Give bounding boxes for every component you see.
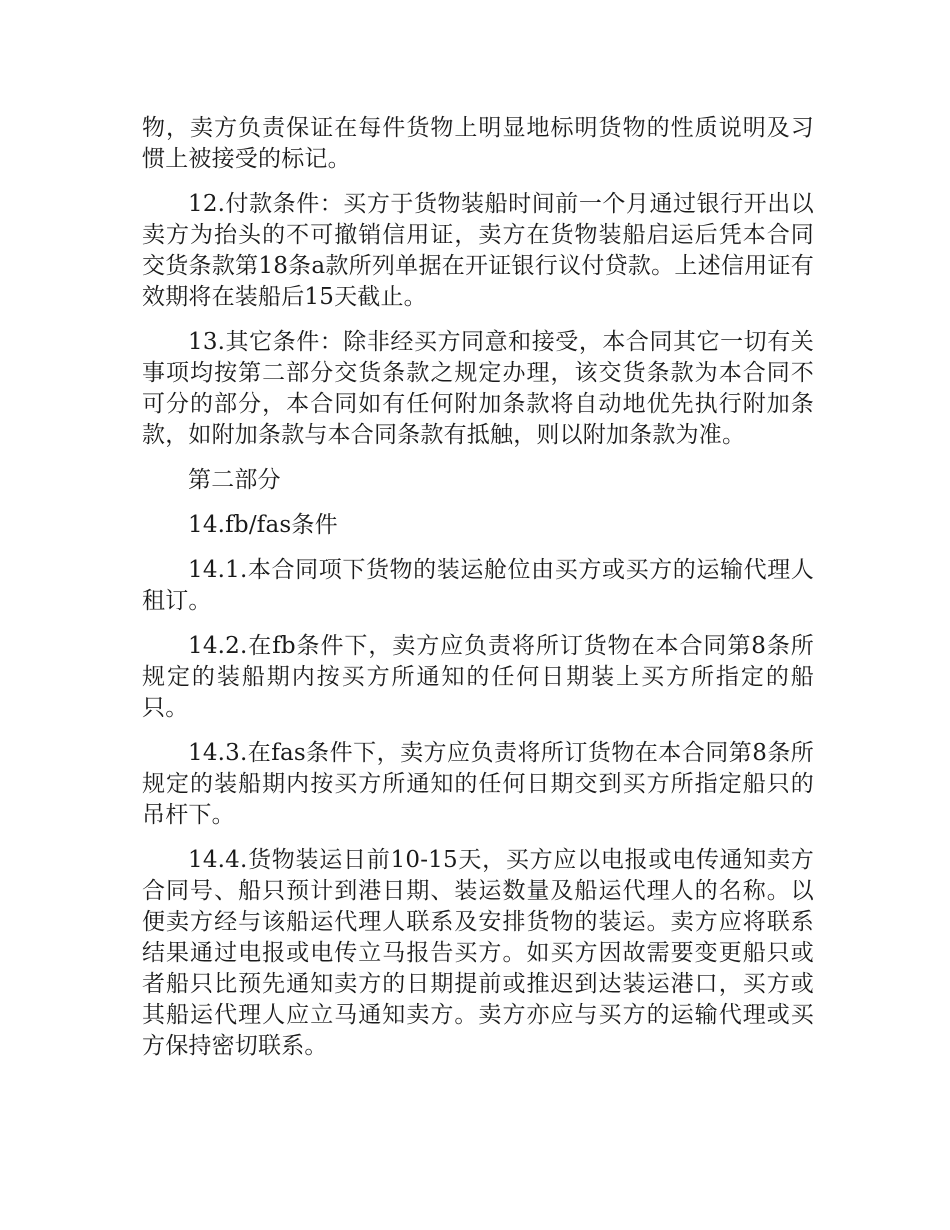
paragraph-clause-12-payment-terms: 12.付款条件：买方于货物装船时间前一个月通过银行开出以卖方为抬头的不可撤销信用证，卖方在货物装船启运后凭本合同交货条款第18条a款所列单据在开证银行议付贷款。上述信用证有效期将在装船后15天截止。 (142, 191, 814, 310)
paragraph-continuation: 物，卖方负责保证在每件货物上明显地标明货物的性质说明及习惯上被接受的标记。 (142, 115, 814, 172)
paragraph-clause-13-other-terms: 13.其它条件：除非经买方同意和接受，本合同其它一切有关事项均按第二部分交货条款之规定办理，该交货条款为本合同不可分的部分，本合同如有任何附加条款将自动地优先执行附加条款，如附加条款与本合同条款有抵触，则以附加条款为准。 (142, 329, 814, 448)
section-heading-part-two: 第二部分 (188, 467, 281, 493)
clause-heading-14: 14.fb/fas条件 (188, 512, 338, 538)
paragraph-clause-14-1: 14.1.本合同项下货物的装运舱位由买方或买方的运输代理人租订。 (142, 557, 814, 614)
paragraph-clause-14-3: 14.3.在fas条件下，卖方应负责将所订货物在本合同第8条所规定的装船期内按买方所通知的任何日期交到买方所指定船只的吊杆下。 (142, 740, 814, 828)
document-page (142, 113, 814, 1076)
paragraph-clause-14-2: 14.2.在fb条件下，卖方应负责将所订货物在本合同第8条所规定的装船期内按买方所通知的任何日期装上买方所指定的船只。 (142, 633, 814, 721)
paragraph-clause-14-4: 14.4.货物装运日前10-15天，买方应以电报或电传通知卖方合同号、船只预计到港日期、装运数量及船运代理人的名称。以便卖方经与该船运代理人联系及安排货物的装运。卖方应将联系结果通过电报或电传立马报告买方。如买方因故需要变更船只或者船只比预先通知卖方的日期提前或推迟到达装运港口，买方或其船运代理人应立马通知卖方。卖方亦应与买方的运输代理或买方保持密切联系。 (142, 847, 814, 1059)
